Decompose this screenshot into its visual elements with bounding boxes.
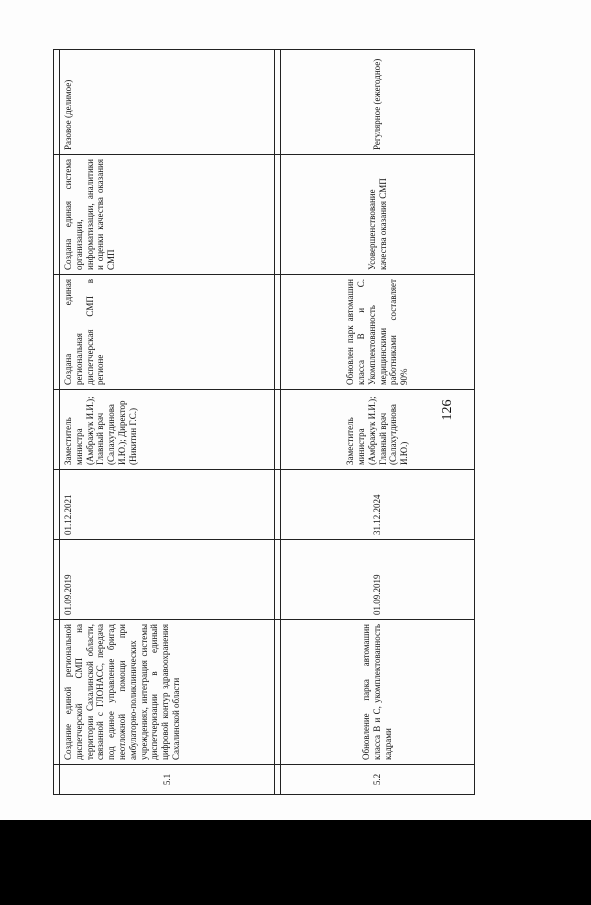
result-cell: Обновлен парк автомашин класса В и С. Укомплектованность медицинскими работниками составляет 90% [281,275,475,390]
end-date-cell: 31.12.2024 [281,470,475,540]
row-number: 5.1 [60,765,275,795]
page-number: 126 [440,399,455,421]
measures-table [53,49,475,795]
start-date-cell: 01.09.2019 [60,540,275,620]
responsible-cell: Заместитель министра (Амбражук И.И.); Главный врач (Салахутдинова И.Ю.); Директор (Никитин Г.С.) [60,390,275,470]
type-cell: Регулярное (ежегодное) [281,50,475,155]
table-row [281,50,475,795]
task-cell: Обновление парка автомашин класса В и С, укомплектованность кадрами [281,620,475,765]
end-date-cell: 01.12.2021 [60,470,275,540]
row-number: 5.2 [281,765,475,795]
task-cell: Создание единой региональной диспетчерской СМП на территории Сахалинской области, связанной с ГЛОНАСС, передача под единое управление бригад неотложной помощи при амбулаторно-поликлинических учреждениях, интеграция системы диспетчеризации в единый цифровой контур здравоохранения Сахалинской области [60,620,275,765]
result-cell: Создана единая региональная диспетчерская СМП в регионе [60,275,275,390]
table-row [60,50,275,795]
start-date-cell: 01.09.2019 [281,540,475,620]
rotated-table-container [53,50,474,795]
effect-cell: Создана единая система организации, информатизации, аналитики и оценки качества оказания СМП [60,155,275,275]
effect-cell: Усовершенствование качества оказания СМП [281,155,475,275]
responsible-cell: Заместитель министра (Амбражук И.И.); Главный врач (Салахутдинова И.Ю.) [281,390,475,470]
type-cell: Разовое (делимое) [60,50,275,155]
